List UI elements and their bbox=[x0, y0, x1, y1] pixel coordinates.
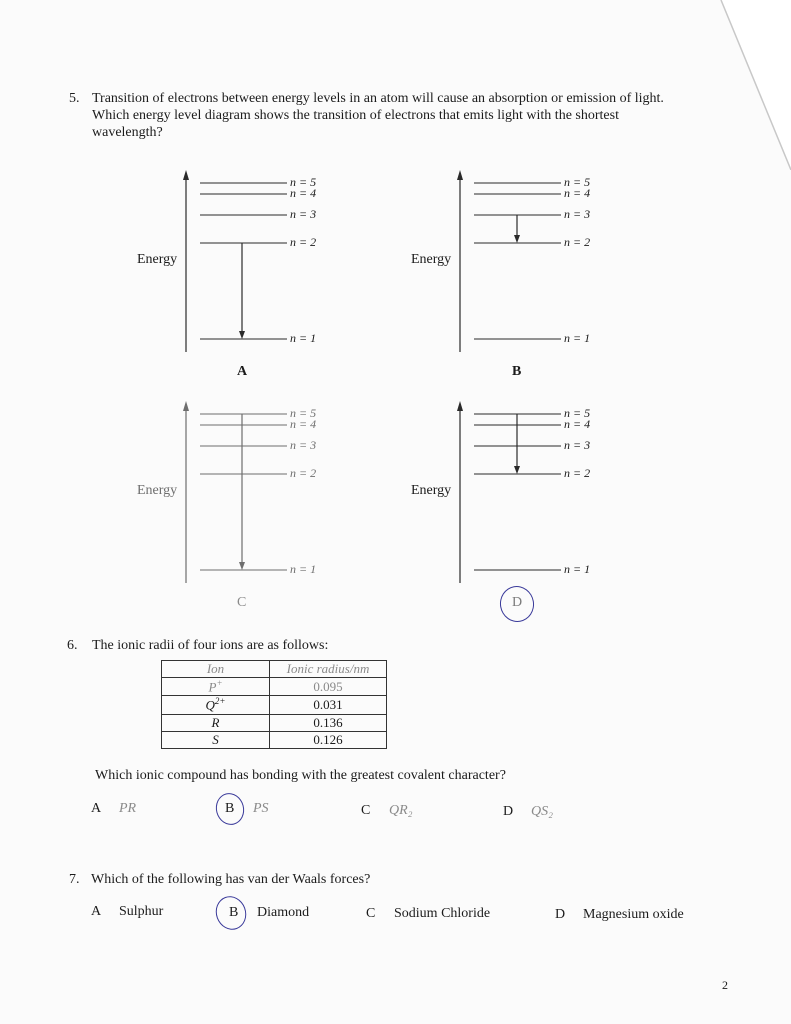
choice-letter: A bbox=[91, 904, 102, 919]
energy-axis-label: Energy bbox=[411, 252, 452, 267]
ion-cell: P+ bbox=[162, 678, 270, 696]
energy-level-svg bbox=[137, 399, 377, 619]
energy-level-label: n = 2 bbox=[564, 235, 591, 249]
energy-level-label: n = 5 bbox=[564, 406, 591, 420]
question-5-line-1: Transition of electrons between energy levels in an atom will cause an absorption or emission of light. bbox=[92, 91, 664, 106]
energy-axis-label: Energy bbox=[137, 252, 178, 267]
energy-level-label: n = 1 bbox=[290, 562, 317, 576]
choice-letter: B bbox=[229, 905, 239, 920]
energy-level-label: n = 1 bbox=[290, 331, 317, 345]
ionic-radii-table bbox=[161, 660, 387, 749]
radius-cell: 0.126 bbox=[270, 731, 387, 748]
ion-cell: S bbox=[162, 731, 270, 748]
table-row bbox=[162, 714, 387, 731]
q7-choice-c[interactable] bbox=[366, 906, 490, 922]
choice-text: Sodium Chloride bbox=[394, 906, 491, 921]
question-6-number: 6. bbox=[67, 638, 78, 653]
axis-arrowhead bbox=[457, 401, 463, 411]
energy-level-svg bbox=[411, 168, 651, 388]
energy-level-label: n = 4 bbox=[564, 417, 591, 431]
choice-text: Sulphur bbox=[119, 904, 164, 919]
choice-text: Magnesium oxide bbox=[583, 907, 684, 922]
choice-text: Diamond bbox=[257, 905, 310, 920]
energy-level-label: n = 4 bbox=[290, 417, 317, 431]
choice-letter: D bbox=[503, 804, 514, 819]
radius-cell: 0.031 bbox=[270, 696, 387, 714]
energy-level-svg bbox=[137, 168, 377, 388]
axis-arrowhead bbox=[183, 401, 189, 411]
diagram-option-letter[interactable]: B bbox=[512, 364, 522, 379]
energy-level-label: n = 1 bbox=[564, 562, 591, 576]
table-header-radius: Ionic radius/nm bbox=[270, 661, 387, 678]
q6-choice-c[interactable] bbox=[361, 803, 413, 819]
folded-corner bbox=[671, 0, 791, 170]
q7-choice-a[interactable] bbox=[91, 904, 163, 920]
page-number: 2 bbox=[722, 978, 728, 992]
q7-choice-d[interactable] bbox=[555, 907, 684, 923]
answer-circle-q6 bbox=[212, 790, 247, 828]
energy-level-label: n = 3 bbox=[564, 207, 591, 221]
energy-axis-label: Energy bbox=[411, 483, 452, 498]
energy-level-label: n = 3 bbox=[290, 207, 317, 221]
energy-level-label: n = 3 bbox=[564, 438, 591, 452]
ion-cell: $Q^{2+}$ bbox=[162, 696, 270, 714]
energy-level-label: n = 4 bbox=[290, 186, 317, 200]
choice-letter: C bbox=[366, 906, 376, 921]
question-7-number: 7. bbox=[69, 872, 80, 887]
question-6-prompt: Which ionic compound has bonding with the greatest covalent character? bbox=[95, 768, 506, 783]
energy-level-label: n = 2 bbox=[290, 235, 317, 249]
transition-arrowhead bbox=[239, 331, 245, 339]
energy-level-label: n = 3 bbox=[290, 438, 317, 452]
axis-arrowhead bbox=[183, 170, 189, 180]
diagram-b bbox=[411, 168, 651, 388]
diagram-option-letter[interactable]: A bbox=[237, 364, 248, 379]
question-5-text bbox=[92, 90, 732, 141]
diagram-c bbox=[137, 399, 377, 619]
question-7-text: Which of the following has van der Waals forces? bbox=[91, 872, 371, 887]
diagram-d bbox=[411, 399, 651, 619]
radius-cell: 0.136 bbox=[270, 714, 387, 731]
energy-level-label: n = 2 bbox=[564, 466, 591, 480]
choice-letter: A bbox=[91, 801, 102, 816]
question-5-line-2: Which energy level diagram shows the transition of electrons that emits light with the shortest bbox=[92, 108, 619, 123]
energy-level-label: n = 2 bbox=[290, 466, 317, 480]
energy-level-svg bbox=[411, 399, 651, 619]
ion-cell: R bbox=[162, 714, 270, 731]
choice-text: QR₂ bbox=[389, 803, 413, 818]
transition-arrowhead bbox=[514, 235, 520, 243]
choice-letter: D bbox=[555, 907, 566, 922]
choice-letter: B bbox=[225, 801, 235, 816]
transition-arrowhead bbox=[514, 466, 520, 474]
axis-arrowhead bbox=[457, 170, 463, 180]
question-6-text: The ionic radii of four ions are as follows: bbox=[92, 638, 329, 653]
energy-level-label: n = 1 bbox=[564, 331, 591, 345]
q6-choice-a[interactable] bbox=[91, 801, 136, 817]
choice-text: PS bbox=[253, 801, 269, 816]
choice-text: PR bbox=[119, 801, 137, 816]
energy-level-label: n = 5 bbox=[564, 175, 591, 189]
choice-text: QS₂ bbox=[531, 804, 553, 819]
q6-choice-d[interactable] bbox=[503, 804, 553, 820]
radius-cell: 0.095 bbox=[270, 678, 387, 696]
question-5-line-3: wavelength? bbox=[92, 125, 163, 140]
energy-level-label: n = 5 bbox=[290, 406, 317, 420]
answer-circle-q7 bbox=[211, 892, 251, 934]
energy-axis-label: Energy bbox=[137, 483, 178, 498]
transition-arrowhead bbox=[239, 562, 245, 570]
choice-letter: C bbox=[361, 803, 371, 818]
diagram-option-letter[interactable]: C bbox=[237, 595, 247, 610]
diagram-option-letter[interactable]: D bbox=[512, 595, 523, 610]
table-row bbox=[162, 731, 387, 748]
question-5-number: 5. bbox=[69, 91, 80, 106]
energy-level-label: n = 5 bbox=[290, 175, 317, 189]
table-header-ion: Ion bbox=[162, 661, 270, 678]
table-row bbox=[162, 696, 387, 714]
table-row bbox=[162, 678, 387, 696]
diagram-a bbox=[137, 168, 377, 388]
energy-level-label: n = 4 bbox=[564, 186, 591, 200]
table-header-row bbox=[162, 661, 387, 678]
